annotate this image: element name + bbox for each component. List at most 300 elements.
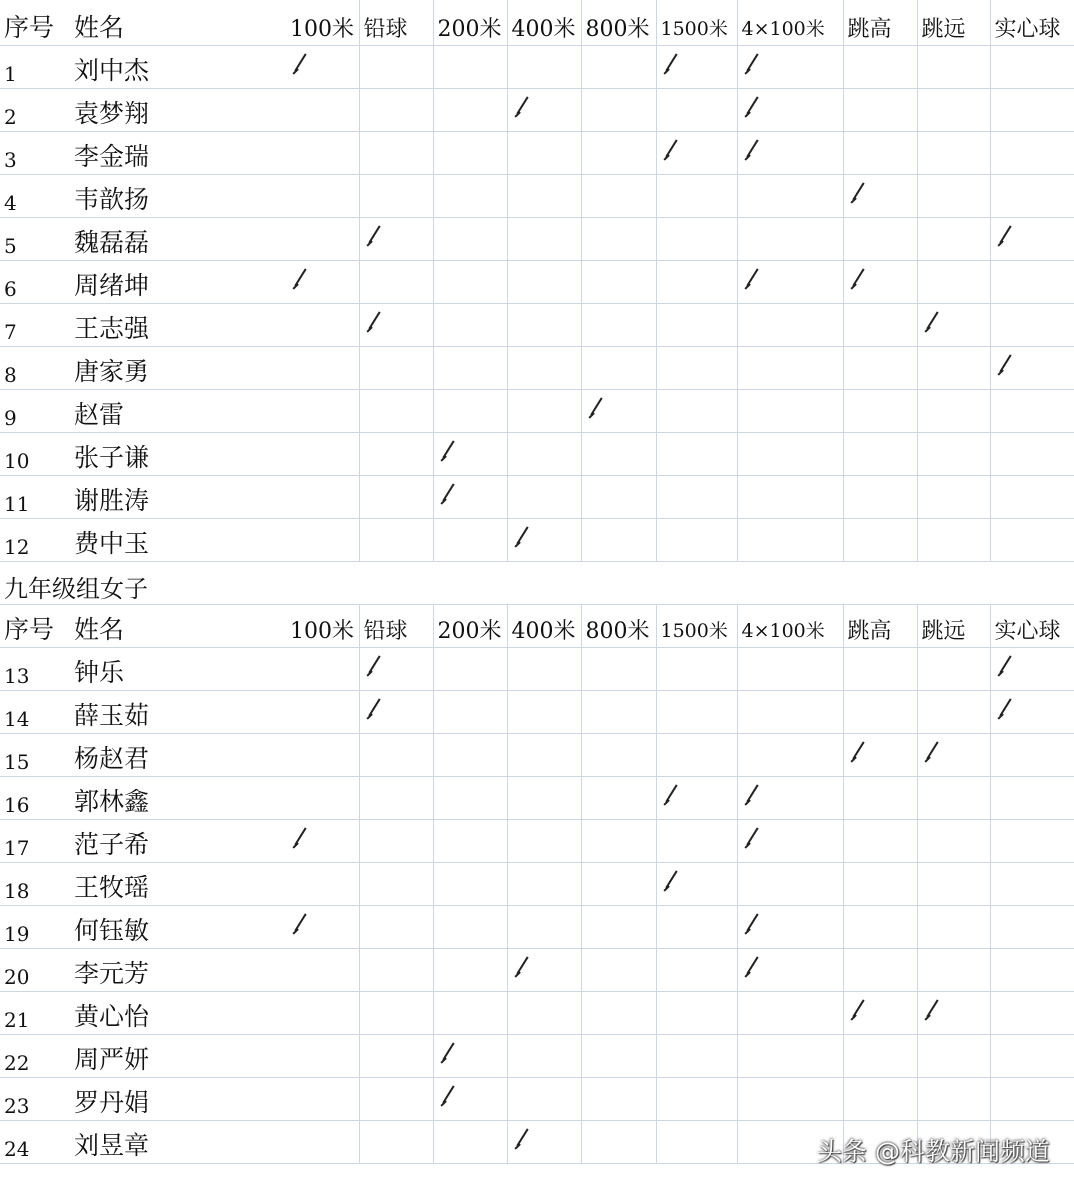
student-number: 18 bbox=[0, 862, 70, 905]
column-header: 200米 bbox=[433, 0, 507, 45]
event-cell bbox=[843, 647, 917, 690]
student-row bbox=[0, 131, 1074, 174]
student-name: 薛玉茹 bbox=[70, 690, 286, 733]
event-cell bbox=[359, 905, 433, 948]
event-cell bbox=[917, 174, 990, 217]
event-cell bbox=[843, 45, 917, 88]
student-number: 7 bbox=[0, 303, 70, 346]
student-number: 13 bbox=[0, 647, 70, 690]
event-cell bbox=[507, 303, 581, 346]
event-cell bbox=[581, 389, 656, 432]
event-cell bbox=[843, 991, 917, 1034]
column-header: 4×100米 bbox=[737, 0, 843, 45]
event-cell bbox=[433, 862, 507, 905]
event-cell bbox=[843, 1034, 917, 1077]
event-cell bbox=[990, 948, 1074, 991]
event-cell bbox=[286, 432, 359, 475]
check-mark-icon bbox=[744, 146, 766, 168]
empty-cell bbox=[917, 561, 990, 604]
event-cell bbox=[433, 1034, 507, 1077]
event-cell bbox=[990, 389, 1074, 432]
event-cell bbox=[990, 862, 1074, 905]
check-mark-icon bbox=[663, 791, 685, 813]
student-number: 4 bbox=[0, 174, 70, 217]
event-cell bbox=[581, 174, 656, 217]
event-cell bbox=[433, 174, 507, 217]
column-header: 姓名 bbox=[70, 604, 286, 647]
event-cell bbox=[656, 862, 737, 905]
event-cell bbox=[581, 260, 656, 303]
event-cell bbox=[433, 346, 507, 389]
event-cell bbox=[359, 733, 433, 776]
event-cell bbox=[286, 1034, 359, 1077]
event-cell bbox=[286, 346, 359, 389]
event-cell bbox=[656, 432, 737, 475]
student-name: 袁梦翔 bbox=[70, 88, 286, 131]
student-number: 6 bbox=[0, 260, 70, 303]
column-header: 800米 bbox=[581, 604, 656, 647]
student-name: 黄心怡 bbox=[70, 991, 286, 1034]
event-cell bbox=[359, 45, 433, 88]
event-cell bbox=[917, 45, 990, 88]
event-cell bbox=[990, 776, 1074, 819]
event-cell bbox=[581, 1120, 656, 1163]
check-mark-icon bbox=[850, 748, 872, 770]
student-name: 王牧瑶 bbox=[70, 862, 286, 905]
event-cell bbox=[737, 346, 843, 389]
student-name: 李元芳 bbox=[70, 948, 286, 991]
event-cell bbox=[507, 1077, 581, 1120]
check-mark-icon bbox=[850, 189, 872, 211]
column-header: 实心球 bbox=[990, 0, 1074, 45]
column-header: 4×100米 bbox=[737, 604, 843, 647]
event-cell bbox=[433, 518, 507, 561]
event-cell bbox=[737, 819, 843, 862]
event-cell bbox=[737, 475, 843, 518]
column-header: 跳远 bbox=[917, 0, 990, 45]
student-number: 20 bbox=[0, 948, 70, 991]
event-cell bbox=[507, 432, 581, 475]
student-number: 1 bbox=[0, 45, 70, 88]
event-cell bbox=[359, 1034, 433, 1077]
event-cell bbox=[843, 776, 917, 819]
student-name: 谢胜涛 bbox=[70, 475, 286, 518]
event-cell bbox=[990, 346, 1074, 389]
event-cell bbox=[507, 475, 581, 518]
event-cell bbox=[359, 432, 433, 475]
event-cell bbox=[581, 1077, 656, 1120]
event-cell bbox=[507, 776, 581, 819]
event-cell bbox=[433, 991, 507, 1034]
event-cell bbox=[286, 1120, 359, 1163]
check-mark-icon bbox=[924, 748, 946, 770]
empty-cell bbox=[990, 561, 1074, 604]
event-cell bbox=[581, 518, 656, 561]
event-cell bbox=[286, 45, 359, 88]
student-row bbox=[0, 776, 1074, 819]
event-cell bbox=[843, 432, 917, 475]
event-cell bbox=[581, 905, 656, 948]
event-cell bbox=[737, 174, 843, 217]
column-header: 400米 bbox=[507, 0, 581, 45]
student-name: 王志强 bbox=[70, 303, 286, 346]
event-cell bbox=[990, 647, 1074, 690]
event-cell bbox=[737, 733, 843, 776]
check-mark-icon bbox=[744, 103, 766, 125]
check-mark-icon bbox=[663, 146, 685, 168]
student-row bbox=[0, 389, 1074, 432]
event-cell bbox=[843, 690, 917, 733]
student-name: 唐家勇 bbox=[70, 346, 286, 389]
column-header: 铅球 bbox=[359, 604, 433, 647]
event-cell bbox=[737, 690, 843, 733]
student-row bbox=[0, 819, 1074, 862]
student-number: 21 bbox=[0, 991, 70, 1034]
empty-cell bbox=[581, 561, 656, 604]
event-cell bbox=[990, 690, 1074, 733]
event-cell bbox=[286, 733, 359, 776]
event-cell bbox=[286, 131, 359, 174]
student-name: 周绪坤 bbox=[70, 260, 286, 303]
event-cell bbox=[656, 1034, 737, 1077]
event-cell bbox=[581, 1034, 656, 1077]
event-cell bbox=[581, 303, 656, 346]
student-row bbox=[0, 45, 1074, 88]
check-mark-icon bbox=[514, 103, 536, 125]
column-header: 400米 bbox=[507, 604, 581, 647]
column-header: 100米 bbox=[286, 0, 359, 45]
student-number: 3 bbox=[0, 131, 70, 174]
student-number: 22 bbox=[0, 1034, 70, 1077]
student-name: 魏磊磊 bbox=[70, 217, 286, 260]
watermark: 头条 @科教新闻频道 bbox=[817, 1137, 1050, 1166]
event-cell bbox=[359, 1120, 433, 1163]
column-header: 1500米 bbox=[656, 0, 737, 45]
event-cell bbox=[286, 776, 359, 819]
check-mark-icon bbox=[440, 1049, 462, 1071]
event-cell bbox=[507, 346, 581, 389]
column-header: 序号 bbox=[0, 0, 70, 45]
event-cell bbox=[843, 389, 917, 432]
event-cell bbox=[990, 131, 1074, 174]
event-cell bbox=[359, 303, 433, 346]
event-cell bbox=[359, 217, 433, 260]
event-cell bbox=[917, 432, 990, 475]
event-cell bbox=[286, 174, 359, 217]
event-cell bbox=[843, 862, 917, 905]
event-cell bbox=[359, 518, 433, 561]
event-cell bbox=[433, 432, 507, 475]
event-cell bbox=[286, 303, 359, 346]
event-cell bbox=[990, 303, 1074, 346]
student-row bbox=[0, 1077, 1074, 1120]
event-cell bbox=[917, 819, 990, 862]
student-row bbox=[0, 991, 1074, 1034]
event-cell bbox=[359, 346, 433, 389]
event-cell bbox=[843, 303, 917, 346]
event-cell bbox=[737, 776, 843, 819]
event-cell bbox=[917, 948, 990, 991]
check-mark-icon bbox=[366, 662, 388, 684]
student-name: 刘中杰 bbox=[70, 45, 286, 88]
event-cell bbox=[507, 260, 581, 303]
event-cell bbox=[581, 991, 656, 1034]
event-cell bbox=[433, 690, 507, 733]
event-cell bbox=[507, 991, 581, 1034]
event-cell bbox=[359, 948, 433, 991]
event-cell bbox=[507, 174, 581, 217]
event-cell bbox=[843, 948, 917, 991]
event-cell bbox=[507, 905, 581, 948]
check-mark-icon bbox=[366, 705, 388, 727]
event-cell bbox=[843, 733, 917, 776]
student-name: 范子希 bbox=[70, 819, 286, 862]
event-cell bbox=[507, 131, 581, 174]
event-cell bbox=[917, 1034, 990, 1077]
event-cell bbox=[286, 518, 359, 561]
event-cell bbox=[917, 733, 990, 776]
student-number: 9 bbox=[0, 389, 70, 432]
check-mark-icon bbox=[997, 662, 1019, 684]
student-row bbox=[0, 733, 1074, 776]
event-cell bbox=[990, 88, 1074, 131]
event-cell bbox=[737, 518, 843, 561]
event-cell bbox=[737, 905, 843, 948]
empty-cell bbox=[286, 561, 359, 604]
event-cell bbox=[581, 690, 656, 733]
event-cell bbox=[359, 131, 433, 174]
event-cell bbox=[917, 303, 990, 346]
event-cell bbox=[433, 733, 507, 776]
event-cell bbox=[433, 131, 507, 174]
check-mark-icon bbox=[440, 490, 462, 512]
event-cell bbox=[990, 432, 1074, 475]
event-cell bbox=[990, 819, 1074, 862]
student-row bbox=[0, 475, 1074, 518]
event-cell bbox=[917, 905, 990, 948]
check-mark-icon bbox=[850, 1006, 872, 1028]
student-row bbox=[0, 260, 1074, 303]
event-cell bbox=[990, 733, 1074, 776]
event-cell bbox=[917, 346, 990, 389]
event-cell bbox=[507, 690, 581, 733]
student-name: 周严妍 bbox=[70, 1034, 286, 1077]
event-cell bbox=[990, 217, 1074, 260]
event-cell bbox=[917, 647, 990, 690]
event-cell bbox=[286, 217, 359, 260]
event-cell bbox=[286, 475, 359, 518]
event-cell bbox=[917, 131, 990, 174]
event-cell bbox=[286, 991, 359, 1034]
event-cell bbox=[656, 1077, 737, 1120]
event-cell bbox=[737, 260, 843, 303]
check-mark-icon bbox=[997, 361, 1019, 383]
event-cell bbox=[656, 733, 737, 776]
student-number: 14 bbox=[0, 690, 70, 733]
event-cell bbox=[507, 88, 581, 131]
empty-cell bbox=[433, 561, 507, 604]
event-cell bbox=[433, 647, 507, 690]
column-header: 1500米 bbox=[656, 604, 737, 647]
event-cell bbox=[656, 88, 737, 131]
empty-cell bbox=[843, 561, 917, 604]
event-cell bbox=[917, 776, 990, 819]
check-mark-icon bbox=[924, 1006, 946, 1028]
event-cell bbox=[359, 862, 433, 905]
check-mark-icon bbox=[514, 533, 536, 555]
event-cell bbox=[359, 475, 433, 518]
event-cell bbox=[656, 260, 737, 303]
event-cell bbox=[286, 948, 359, 991]
student-name: 韦歆扬 bbox=[70, 174, 286, 217]
event-cell bbox=[359, 819, 433, 862]
student-row bbox=[0, 518, 1074, 561]
column-header: 姓名 bbox=[70, 0, 286, 45]
event-cell bbox=[917, 1077, 990, 1120]
event-cell bbox=[581, 45, 656, 88]
event-cell bbox=[843, 518, 917, 561]
event-cell bbox=[990, 174, 1074, 217]
event-cell bbox=[507, 819, 581, 862]
student-row bbox=[0, 217, 1074, 260]
student-number: 17 bbox=[0, 819, 70, 862]
event-cell bbox=[507, 217, 581, 260]
event-cell bbox=[581, 776, 656, 819]
event-cell bbox=[917, 518, 990, 561]
event-cell bbox=[656, 690, 737, 733]
event-cell bbox=[656, 303, 737, 346]
event-cell bbox=[843, 131, 917, 174]
event-cell bbox=[990, 1077, 1074, 1120]
student-number: 16 bbox=[0, 776, 70, 819]
event-cell bbox=[433, 45, 507, 88]
student-name: 杨赵君 bbox=[70, 733, 286, 776]
event-cell bbox=[656, 991, 737, 1034]
event-cell bbox=[359, 88, 433, 131]
event-cell bbox=[507, 389, 581, 432]
event-cell bbox=[581, 862, 656, 905]
student-name: 何钰敏 bbox=[70, 905, 286, 948]
event-cell bbox=[917, 260, 990, 303]
check-mark-icon bbox=[366, 318, 388, 340]
student-name: 费中玉 bbox=[70, 518, 286, 561]
event-cell bbox=[433, 819, 507, 862]
student-number: 24 bbox=[0, 1120, 70, 1163]
event-cell bbox=[990, 260, 1074, 303]
event-cell bbox=[656, 518, 737, 561]
check-mark-icon bbox=[514, 963, 536, 985]
event-cell bbox=[581, 131, 656, 174]
event-cell bbox=[507, 733, 581, 776]
event-cell bbox=[507, 647, 581, 690]
event-cell bbox=[990, 1034, 1074, 1077]
event-cell bbox=[581, 217, 656, 260]
student-name: 赵雷 bbox=[70, 389, 286, 432]
event-cell bbox=[433, 389, 507, 432]
student-number: 8 bbox=[0, 346, 70, 389]
event-cell bbox=[843, 217, 917, 260]
event-cell bbox=[433, 776, 507, 819]
event-cell bbox=[737, 303, 843, 346]
student-number: 23 bbox=[0, 1077, 70, 1120]
event-cell bbox=[843, 1077, 917, 1120]
student-name: 张子谦 bbox=[70, 432, 286, 475]
event-cell bbox=[433, 905, 507, 948]
column-header: 800米 bbox=[581, 0, 656, 45]
event-cell bbox=[656, 819, 737, 862]
student-name: 刘昱章 bbox=[70, 1120, 286, 1163]
event-cell bbox=[737, 1034, 843, 1077]
event-cell bbox=[917, 389, 990, 432]
event-cell bbox=[656, 131, 737, 174]
event-cell bbox=[359, 1077, 433, 1120]
event-cell bbox=[737, 88, 843, 131]
event-cell bbox=[286, 647, 359, 690]
event-cell bbox=[843, 905, 917, 948]
event-cell bbox=[656, 475, 737, 518]
column-header: 序号 bbox=[0, 604, 70, 647]
event-cell bbox=[917, 217, 990, 260]
event-cell bbox=[433, 217, 507, 260]
section-title: 九年级组女子 bbox=[0, 561, 286, 604]
column-header: 铅球 bbox=[359, 0, 433, 45]
column-header: 跳远 bbox=[917, 604, 990, 647]
check-mark-icon bbox=[440, 447, 462, 469]
student-number: 10 bbox=[0, 432, 70, 475]
event-cell bbox=[737, 432, 843, 475]
event-cell bbox=[656, 45, 737, 88]
event-cell bbox=[581, 88, 656, 131]
column-header: 跳高 bbox=[843, 604, 917, 647]
column-header: 100米 bbox=[286, 604, 359, 647]
event-cell bbox=[656, 647, 737, 690]
event-cell bbox=[843, 88, 917, 131]
student-name: 郭林鑫 bbox=[70, 776, 286, 819]
student-number: 15 bbox=[0, 733, 70, 776]
student-row bbox=[0, 862, 1074, 905]
event-cell bbox=[433, 88, 507, 131]
empty-cell bbox=[737, 561, 843, 604]
check-mark-icon bbox=[997, 232, 1019, 254]
event-cell bbox=[737, 647, 843, 690]
check-mark-icon bbox=[588, 404, 610, 426]
student-number: 5 bbox=[0, 217, 70, 260]
check-mark-icon bbox=[292, 275, 314, 297]
student-row bbox=[0, 647, 1074, 690]
check-mark-icon bbox=[744, 60, 766, 82]
student-row bbox=[0, 432, 1074, 475]
event-cell bbox=[990, 905, 1074, 948]
event-cell bbox=[917, 690, 990, 733]
event-cell bbox=[656, 948, 737, 991]
section-row bbox=[0, 561, 1074, 604]
event-cell bbox=[359, 174, 433, 217]
header-row bbox=[0, 604, 1074, 647]
event-cell bbox=[581, 948, 656, 991]
event-cell bbox=[990, 518, 1074, 561]
event-cell bbox=[507, 948, 581, 991]
student-number: 2 bbox=[0, 88, 70, 131]
event-cell bbox=[990, 991, 1074, 1034]
event-cell bbox=[656, 905, 737, 948]
event-cell bbox=[359, 647, 433, 690]
event-cell bbox=[656, 776, 737, 819]
student-row bbox=[0, 905, 1074, 948]
event-cell bbox=[507, 45, 581, 88]
header-row bbox=[0, 0, 1074, 45]
event-cell bbox=[656, 346, 737, 389]
check-mark-icon bbox=[514, 1135, 536, 1157]
